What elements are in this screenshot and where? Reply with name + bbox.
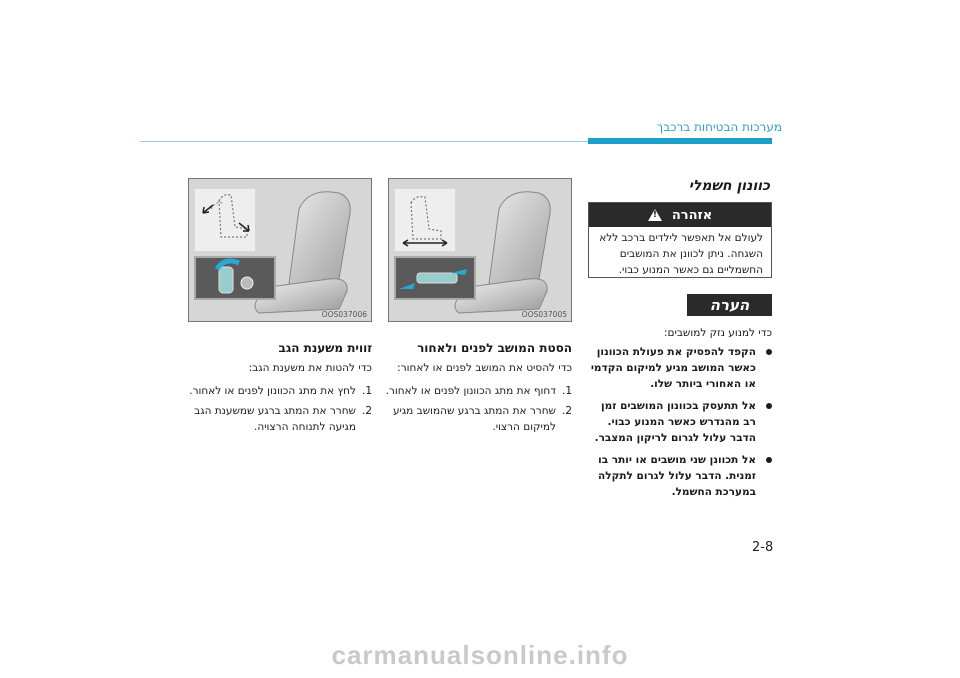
header-accent-bar [588, 138, 772, 144]
notice-item: אל תתעסק בכוונון המושבים זמן רב מהנדרש כאשר המנוע כבוי. הדבר עלול לגרום לריקון המצבר. [588, 398, 772, 446]
notice-item: הקפד להפסיק את פעולת הכוונון כאשר המושב מגיע למיקום הקדמי או האחורי ביותר שלו. [588, 344, 772, 392]
left-heading: זווית משענת הגב [278, 341, 372, 355]
warning-header [589, 203, 771, 227]
warning-triangle-icon [648, 209, 662, 221]
bullet-icon [766, 457, 772, 463]
notice-item: אל תכוונן שני מושבים או יותר בו זמנית. הדבר עלול לגרום לתקלה במערכת החשמל. [588, 452, 772, 500]
left-steps [182, 383, 372, 439]
warning-text: לעולם אל תאפשר לילדים ברכב ללא השגחה. ניתן לכוונן את המושבים החשמליים גם כאשר המנוע כבוי. [599, 232, 763, 276]
notice-heading: הערה [687, 294, 772, 316]
warning-box [588, 202, 772, 278]
section-title: כוונון חשמלי [688, 178, 770, 194]
step-item: 2. שחרר את המתג ברגע שמשענת הגב מגיעה לתנוחה הרצויה. [194, 405, 372, 433]
notice-list [588, 344, 772, 506]
left-intro: כדי להטות את משענת הגב: [248, 362, 372, 374]
bullet-icon [766, 349, 772, 355]
step-item: 2. שחרר את המתג ברגע שהמושב מגיע למיקום הרצוי. [392, 405, 572, 433]
seatback-recline-figure [188, 178, 372, 322]
step-item: 1. דחוף את מתג הכוונון לפנים או לאחור. [385, 385, 572, 397]
page-number: 2-8 [752, 540, 774, 555]
step-item: 1. לחץ את מתג הכוונון לפנים או לאחור. [189, 385, 372, 397]
seat-slide-figure [388, 178, 572, 322]
middle-heading: הסטת המושב לפנים ולאחור [417, 341, 572, 355]
bullet-icon [766, 403, 772, 409]
figure-code: OOS037006 [321, 310, 367, 319]
figure-code: OOS037005 [521, 310, 567, 319]
seat-slide-illustration [389, 179, 572, 322]
middle-steps [382, 383, 572, 439]
notice-intro: כדי למנוע נזק למושבים: [664, 327, 772, 339]
page-header-title: מערכות הבטיחות ברכבך [656, 120, 782, 134]
middle-intro: כדי להסיט את המושב לפנים או לאחור: [397, 362, 572, 374]
watermark: carmanualsonline.info [331, 640, 629, 670]
seatback-recline-illustration [189, 179, 372, 322]
warning-heading: אזהרה [671, 207, 713, 223]
